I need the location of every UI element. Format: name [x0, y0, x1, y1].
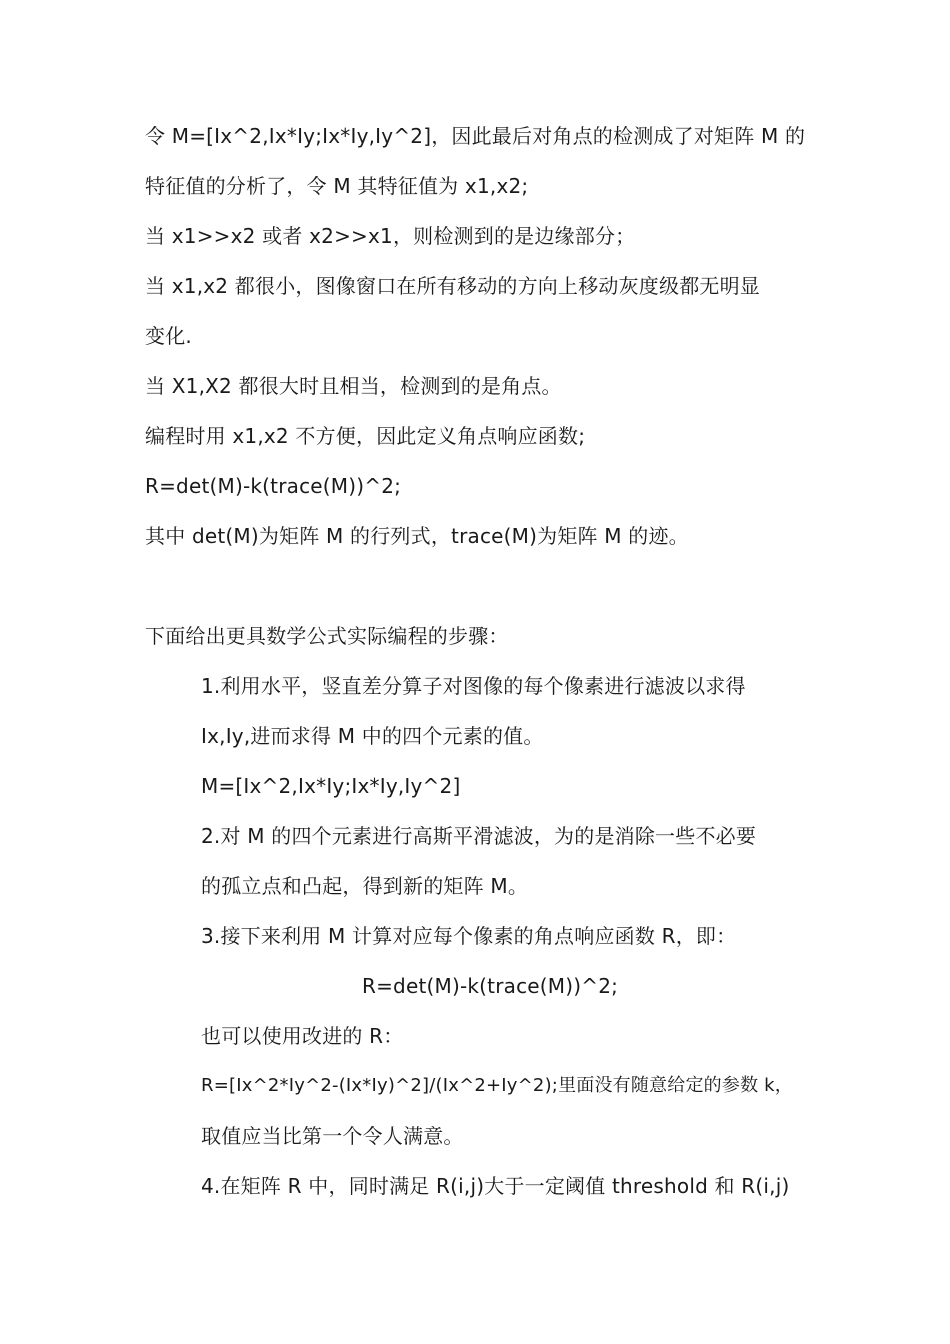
paragraph-line: 当 x1>>x2 或者 x2>>x1，则检测到的是边缘部分；	[145, 224, 636, 248]
paragraph-line: 特征值的分析了，令 M 其特征值为 x1,x2;	[145, 174, 529, 198]
step-line: 1.利用水平，竖直差分算子对图像的每个像素进行滤波以求得	[201, 674, 746, 698]
formula-line: R=det(M)-k(trace(M))^2;	[145, 474, 402, 498]
step-line: 3.接下来利用 M 计算对应每个像素的角点响应函数 R，即：	[201, 924, 737, 948]
step-line: Ix,Iy,进而求得 M 中的四个元素的值。	[201, 724, 544, 748]
step-line: 4.在矩阵 R 中，同时满足 R(i,j)大于一定阈值 threshold 和 R(i,j)	[201, 1174, 790, 1198]
paragraph-line: 令 M=[Ix^2,Ix*Iy;Ix*Iy,Iy^2]，因此最后对角点的检测成了对矩阵 M 的	[145, 124, 806, 148]
step-line: 2.对 M 的四个元素进行高斯平滑滤波，为的是消除一些不必要	[201, 824, 757, 848]
paragraph-line: 当 x1,x2 都很小，图像窗口在所有移动的方向上移动灰度级都无明显	[145, 274, 760, 298]
section-heading: 下面给出更具数学公式实际编程的步骤：	[145, 624, 509, 648]
paragraph-line: 当 X1,X2 都很大时且相当，检测到的是角点。	[145, 374, 562, 398]
centered-formula: R=det(M)-k(trace(M))^2;	[362, 974, 619, 998]
step-line: 取值应当比第一个令人满意。	[201, 1124, 464, 1148]
step-line: 也可以使用改进的 R：	[201, 1024, 404, 1048]
formula-line: M=[Ix^2,Ix*Iy;Ix*Iy,Iy^2]	[201, 774, 461, 798]
paragraph-line: 变化.	[145, 324, 192, 348]
paragraph-line: 编程时用 x1,x2 不方便，因此定义角点响应函数;	[145, 424, 586, 448]
paragraph-line: 其中 det(M)为矩阵 M 的行列式，trace(M)为矩阵 M 的迹。	[145, 524, 689, 548]
formula-line: R=[Ix^2*Iy^2-(Ix*Iy)^2]/(Ix^2+Iy^2);里面没有随意给定的参数 k，	[201, 1075, 794, 1096]
step-line: 的孤立点和凸起，得到新的矩阵 M。	[201, 874, 529, 898]
